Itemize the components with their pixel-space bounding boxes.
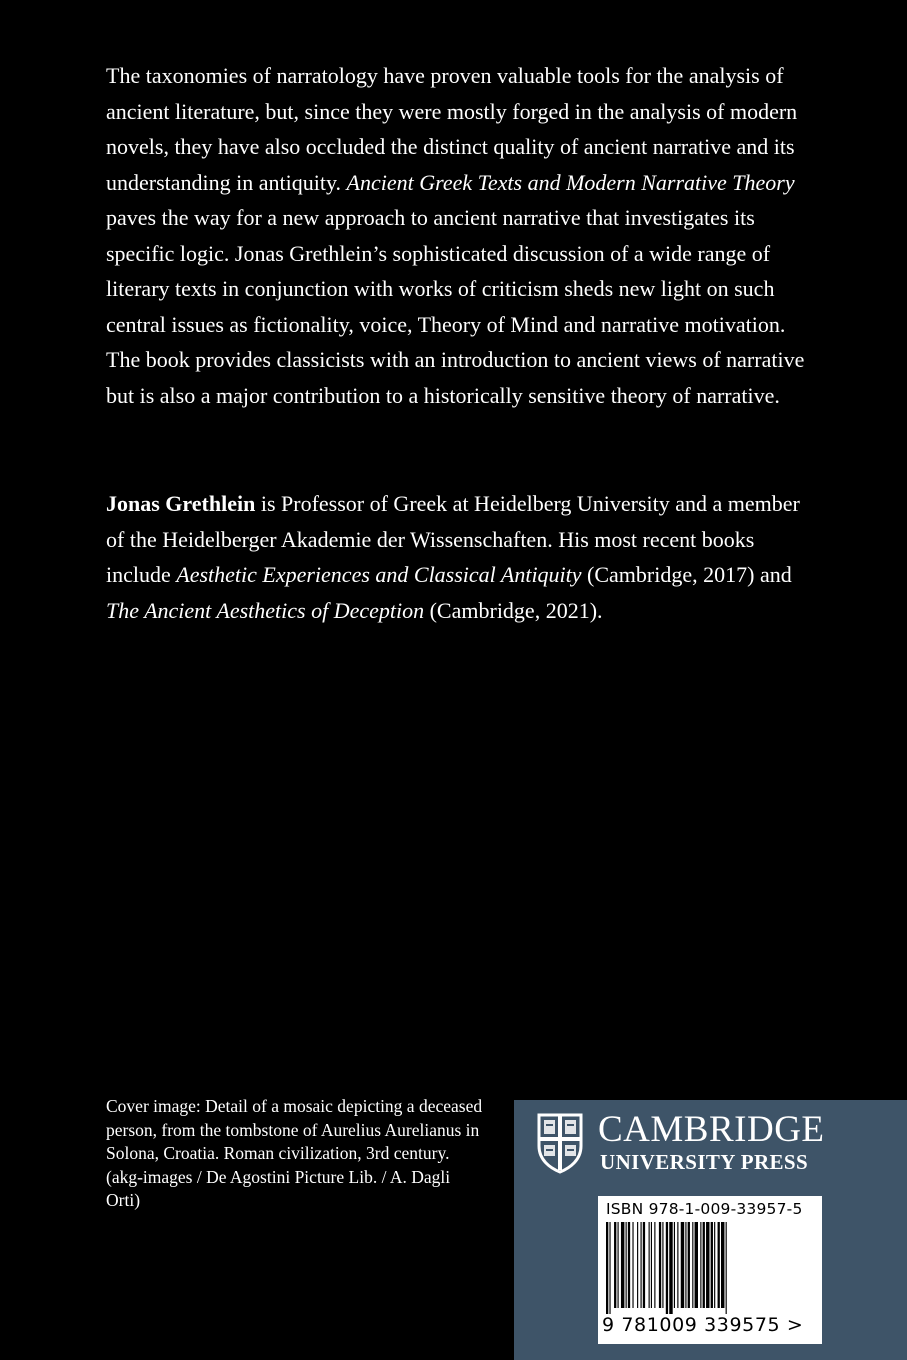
cover-image-credit: Cover image: Detail of a mosaic depicting a deceased person, from the tombstone of Aurelius Aurelianus in Solona, Croatia. Roman civilization, 3rd century. (akg-images / De Agostini Picture Lib. / A. Dagli Orti) — [106, 1096, 483, 1210]
author-bio — [106, 486, 806, 628]
barcode-digits: 9 781009 339575 > — [602, 1314, 804, 1336]
blurb-text-1: The taxonomies of narratology have proven valuable tools for the analysis of ancient literature, but, since they were mostly forged in the analysis of modern novels, they have also occluded the distinct quality of ancient narrative and its understanding in antiquity. — [106, 63, 798, 195]
publisher-subtitle: UNIVERSITY PRESS — [600, 1150, 809, 1174]
barcode-block — [598, 1196, 822, 1344]
blurb-paragraph — [106, 58, 806, 413]
bio-text-2: (Cambridge, 2017) and — [581, 562, 792, 587]
blurb-text-2: paves the way for a new approach to ancient narrative that investigates its specific logic. Jonas Grethlein’s sophisticated discussion of a wide range of literary texts in conjunction with works of criticism sheds new light on such central issues as fictionality, voice, Theory of Mind and narrative motivation. The book provides classicists with an introduction to ancient views of narrative but is also a major contribution to a historically sensitive theory of narrative. — [106, 205, 805, 408]
bio-paragraph — [106, 486, 806, 628]
back-cover-blurb — [106, 58, 806, 413]
publisher-panel — [514, 1100, 907, 1360]
barcode-icon — [604, 1222, 816, 1314]
author-name: Jonas Grethlein — [106, 491, 256, 516]
recent-book-1: Aesthetic Experiences and Classical Antiquity — [176, 562, 582, 587]
book-title: Ancient Greek Texts and Modern Narrative Theory — [346, 169, 795, 195]
university-shield-icon — [536, 1112, 584, 1174]
bio-text-3: (Cambridge, 2021). — [424, 597, 603, 623]
publisher-name: CAMBRIDGE — [598, 1109, 825, 1150]
recent-book-2: The Ancient Aesthetics of Deception — [106, 597, 425, 623]
bio-text-1: is Professor of Greek at Heidelberg University and a member of the Heidelberger Akademie der Wissenschaften. His most recent books include — [106, 491, 800, 587]
isbn-label: ISBN 978-1-009-33957-5 — [606, 1200, 803, 1218]
